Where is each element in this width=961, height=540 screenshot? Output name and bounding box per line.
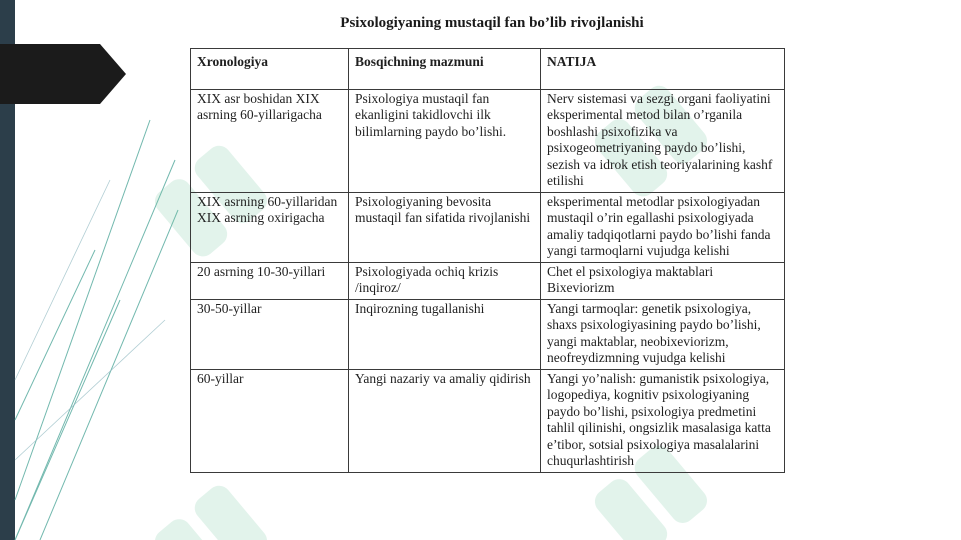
cell-chronology: 30-50-yillar <box>191 299 349 369</box>
cell-result: eksperimental metodlar psixologiyadan mustaqil o’rin egallashi psixologiyada amaliy tadqiqotlarni paydo bo’lishi fanda yangi tarmoqlarni vujudga kelishi <box>541 192 785 262</box>
chevron-arrow-icon <box>0 44 126 104</box>
table-row <box>191 262 785 299</box>
column-header-content: Bosqichning mazmuni <box>349 49 541 90</box>
cell-result: Nerv sistemasi va sezgi organi faoliyatini eksperimental metod bilan o’rganila boshlashi psixofizika va psixogeometriyaning paydo bo’lishi, sezish va idrok etish teoriyalarining kashf etilishi <box>541 89 785 192</box>
column-header-chronology: Xronologiya <box>191 49 349 90</box>
column-header-result: NATIJA <box>541 49 785 90</box>
cell-result: Yangi yo’nalish: gumanistik psixologiya, logopediya, kognitiv psixologiyaning paydo bo’lishi, psixologiya predmetini tahlil qilinishi, ongsizlik masalasiga katta e’tibor, sotsial psixologiya masalalarini chuqurlashtirish <box>541 369 785 472</box>
cell-result: Chet el psixologiya maktablari Bixeviorizm <box>541 262 785 299</box>
table-row <box>191 192 785 262</box>
cell-content: Inqirozning tugallanishi <box>349 299 541 369</box>
cell-chronology: XIX asrning 60-yillaridan XIX asrning oxirigacha <box>191 192 349 262</box>
table-row <box>191 89 785 192</box>
cell-content: Yangi nazariy va amaliy qidirish <box>349 369 541 472</box>
table-row <box>191 299 785 369</box>
table-header-row <box>191 49 785 90</box>
cell-chronology: 60-yillar <box>191 369 349 472</box>
cell-content: Psixologiyaning bevosita mustaqil fan sifatida rivojlanishi <box>349 192 541 262</box>
table-row <box>191 369 785 472</box>
cell-chronology: XIX asr boshidan XIX asrning 60-yillarigacha <box>191 89 349 192</box>
document-title: Psixologiyaning mustaqil fan bo’lib rivojlanishi <box>340 15 644 31</box>
cell-chronology: 20 asrning 10-30-yillari <box>191 262 349 299</box>
chronology-table <box>190 48 785 473</box>
cell-content: Psixologiyada ochiq krizis /inqiroz/ <box>349 262 541 299</box>
cell-result: Yangi tarmoqlar: genetik psixologiya, shaxs psixologiyasining paydo bo’lishi, yangi maktablar, neobixeviorizm, neofreydizmning vujudga kelishi <box>541 299 785 369</box>
cell-content: Psixologiya mustaqil fan ekanligini takidlovchi ilk bilimlarning paydo bo’lishi. <box>349 89 541 192</box>
